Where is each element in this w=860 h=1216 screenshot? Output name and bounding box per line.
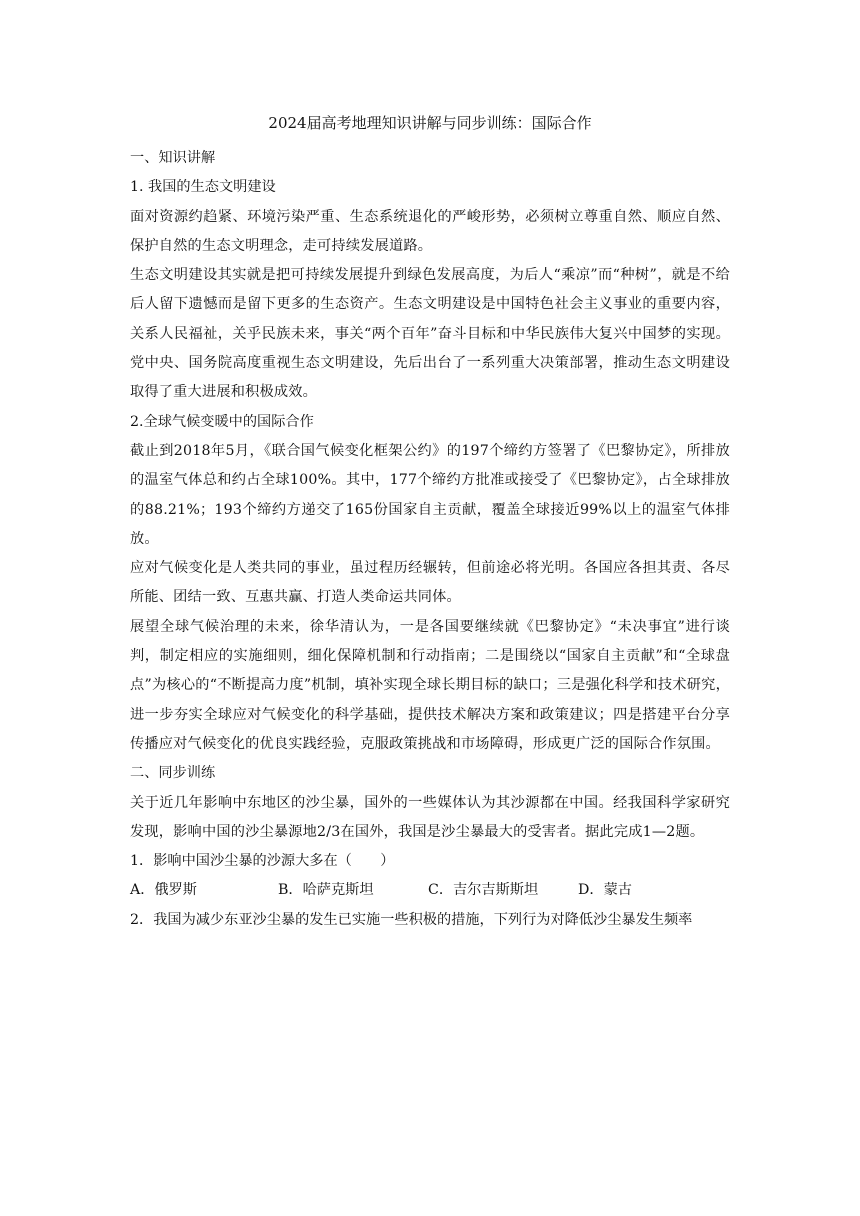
subheading-ecological-civilization: 1. 我国的生态文明建设	[130, 179, 276, 196]
option-b: B．哈萨克斯坦	[278, 882, 374, 899]
option-c: C．吉尔吉斯斯坦	[428, 882, 539, 899]
question-stem-intro: 关于近几年影响中东地区的沙尘暴，国外的一些媒体认为其沙源都在中国。经我国科学家研究发现，影响中国的沙尘暴源地2/3在国外，我国是沙尘暴最大的受害者。据此完成1—2题。	[130, 794, 730, 840]
question-2: 2．我国为减少东亚沙尘暴的发生已实施一些积极的措施，下列行为对降低沙尘暴发生频率	[130, 911, 693, 928]
section-heading-practice: 二、同步训练	[130, 765, 216, 782]
paragraph-paris-agreement: 截止到2018年5月，《联合国气候变化框架公约》的197个缔约方签署了《巴黎协定》，所排放的温室气体总和约占全球100%。其中，177个缔约方批准或接受了《巴黎协定》，占全球排放的88.21%；193个缔约方递交了165份国家自主贡献，覆盖全球接近99%以上的温室气体排放。	[130, 442, 730, 547]
option-d: D．蒙古	[578, 882, 632, 899]
document-page	[130, 112, 730, 935]
document-title: 2024届高考地理知识讲解与同步训练：国际合作	[268, 114, 592, 132]
paragraph-ecology-detail: 生态文明建设其实就是把可持续发展提升到绿色发展高度，为后人“乘凉”而“种树”，就是不给后人留下遗憾而是留下更多的生态资产。生态文明建设是中国特色社会主义事业的重要内容，关系人民福祉，关乎民族未来，事关“两个百年”奋斗目标和中华民族伟大复兴中国梦的实现。党中央、国务院高度重视生态文明建设，先后出台了一系列重大决策部署，推动生态文明建设取得了重大进展和积极成效。	[130, 267, 730, 401]
paragraph-future-governance: 展望全球气候治理的未来，徐华清认为，一是各国要继续就《巴黎协定》“未决事宜”进行谈判，制定相应的实施细则，细化保障机制和行动指南；二是围绕以“国家自主贡献”和“全球盘点”为核心的“不断提高力度”机制，填补实现全球长期目标的缺口；三是强化科学和技术研究，进一步夯实全球应对气候变化的科学基础，提供技术解决方案和政策建议；四是搭建平台分享传播应对气候变化的优良实践经验，克服政策挑战和市场障碍，形成更广泛的国际合作氛围。	[130, 618, 730, 752]
subheading-climate-cooperation: 2.全球气候变暖中的国际合作	[130, 413, 314, 430]
question-1-options	[130, 876, 730, 905]
question-1: 1．影响中国沙尘暴的沙源大多在（ ）	[130, 853, 395, 870]
option-a: A．俄罗斯	[130, 882, 197, 899]
paragraph-ecology-intro: 面对资源约趋紧、环境污染严重、生态系统退化的严峻形势，必须树立尊重自然、顺应自然、保护自然的生态文明理念，走可持续发展道路。	[130, 208, 730, 254]
paragraph-common-cause: 应对气候变化是人类共同的事业，虽过程历经辗转，但前途必将光明。各国应各担其责、各尽所能、团结一致、互惠共赢、打造人类命运共同体。	[130, 560, 730, 606]
section-heading-knowledge: 一、知识讲解	[130, 150, 216, 166]
